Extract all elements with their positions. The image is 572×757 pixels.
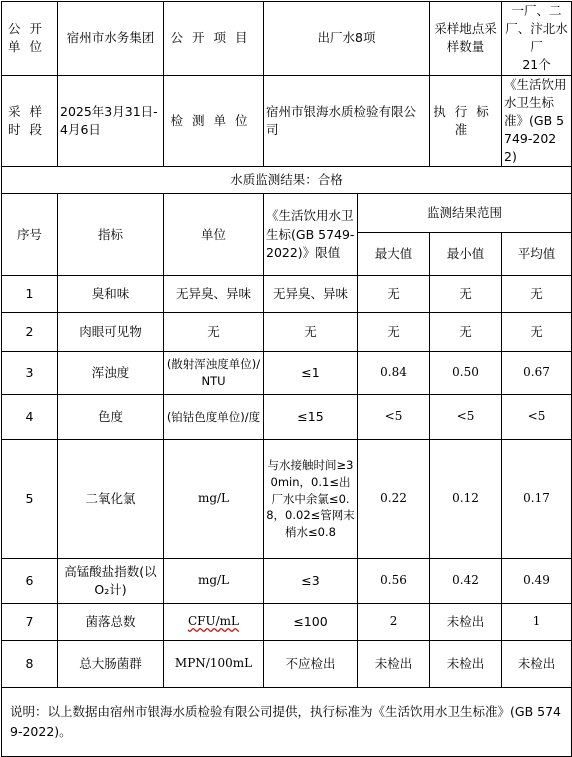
row-limit: ≤1	[264, 352, 358, 395]
row-unit: 无	[164, 313, 264, 352]
row-min: 0.42	[430, 559, 502, 604]
water-quality-report	[1, 1, 571, 740]
row-unit	[164, 604, 264, 641]
row-limit: 无异臭、异味	[264, 276, 358, 313]
label-publishing-unit: 公开单位	[2, 2, 58, 76]
value-sampling-period: 2025年3月31日-4月6日	[58, 75, 164, 167]
label-standard: 执行标准	[430, 75, 502, 167]
header-row-2	[2, 75, 572, 167]
label-sampling-period: 采样时段	[2, 75, 58, 167]
row-no: 2	[2, 313, 58, 352]
col-header-min: 最小值	[430, 233, 502, 276]
row-avg: 无	[502, 313, 572, 352]
row-avg: 1	[502, 604, 572, 641]
row-indicator: 色度	[58, 395, 164, 440]
unit-text: CFU/mL	[187, 614, 239, 629]
row-min: 0.12	[430, 440, 502, 559]
row-avg: 无	[502, 276, 572, 313]
note-text: 说明：以上数据由宿州市银海水质检验有限公司提供，执行标准为《生活饮用水卫生标准》(GB 5749-2022)。	[2, 688, 572, 757]
row-limit: ≤3	[264, 559, 358, 604]
row-avg: 0.67	[502, 352, 572, 395]
row-unit: 无异臭、异味	[164, 276, 264, 313]
row-limit: ≤100	[264, 604, 358, 641]
col-header-unit: 单位	[164, 194, 264, 276]
row-unit: MPN/100mL	[164, 641, 264, 688]
row-no: 6	[2, 559, 58, 604]
table-row	[2, 559, 572, 604]
row-avg: 0.49	[502, 559, 572, 604]
row-no: 1	[2, 276, 58, 313]
row-limit: 无	[264, 313, 358, 352]
row-min: <5	[430, 395, 502, 440]
value-testing-unit: 宿州市银海水质检验有限公司	[264, 75, 430, 167]
row-limit: 与水接触时间≥30min，0.1≤出厂水中余氯≤0.8，0.02≤管网末梢水≤0.8	[264, 440, 358, 559]
row-avg: 未检出	[502, 641, 572, 688]
col-header-avg: 平均值	[502, 233, 572, 276]
row-max: 无	[358, 276, 430, 313]
row-no: 7	[2, 604, 58, 641]
row-avg: 0.17	[502, 440, 572, 559]
row-avg: <5	[502, 395, 572, 440]
row-unit: mg/L	[164, 559, 264, 604]
row-no: 5	[2, 440, 58, 559]
row-max: 未检出	[358, 641, 430, 688]
row-max: 无	[358, 313, 430, 352]
row-indicator: 菌落总数	[58, 604, 164, 641]
sampling-sites: 一厂、二厂、汴北水厂	[505, 3, 568, 55]
col-header-max: 最大值	[358, 233, 430, 276]
row-indicator: 高锰酸盐指数(以O₂计)	[58, 559, 164, 604]
table-row	[2, 352, 572, 395]
table-row	[2, 604, 572, 641]
table-row	[2, 276, 572, 313]
value-publishing-item: 出厂水8项	[264, 2, 430, 76]
row-max: 0.22	[358, 440, 430, 559]
table-row	[2, 641, 572, 688]
value-standard: 《生活饮用水卫生标准》(GB 5749-2022)	[502, 75, 572, 167]
value-sampling-location	[502, 2, 572, 76]
row-no: 4	[2, 395, 58, 440]
row-indicator: 总大肠菌群	[58, 641, 164, 688]
row-limit: 不应检出	[264, 641, 358, 688]
row-max: 2	[358, 604, 430, 641]
row-min: 无	[430, 276, 502, 313]
row-unit: (散射浑浊度单位)/NTU	[164, 352, 264, 395]
row-min: 0.50	[430, 352, 502, 395]
table-row	[2, 395, 572, 440]
label-sampling-location: 采样地点采样数量	[430, 2, 502, 76]
col-header-limit: 《生活饮用水卫生标(GB 5749-2022)》限值	[264, 194, 358, 276]
row-max: 0.56	[358, 559, 430, 604]
row-indicator: 臭和味	[58, 276, 164, 313]
row-min: 未检出	[430, 604, 502, 641]
label-testing-unit: 检测单位	[164, 75, 264, 167]
value-publishing-unit: 宿州市水务集团	[58, 2, 164, 76]
note-row	[2, 688, 572, 757]
table-row	[2, 313, 572, 352]
row-indicator: 肉眼可见物	[58, 313, 164, 352]
row-max: <5	[358, 395, 430, 440]
col-header-range: 监测结果范围	[358, 194, 572, 233]
col-header-no: 序号	[2, 194, 58, 276]
column-header-row-1	[2, 194, 572, 233]
row-limit: ≤15	[264, 395, 358, 440]
row-no: 3	[2, 352, 58, 395]
row-min: 无	[430, 313, 502, 352]
row-max: 0.84	[358, 352, 430, 395]
row-unit: mg/L	[164, 440, 264, 559]
row-indicator: 浑浊度	[58, 352, 164, 395]
col-header-indicator: 指标	[58, 194, 164, 276]
summary-text: 水质监测结果：合格	[2, 167, 572, 194]
table-row	[2, 440, 572, 559]
label-publishing-item: 公开项目	[164, 2, 264, 76]
row-no: 8	[2, 641, 58, 688]
sampling-count: 21个	[522, 57, 551, 73]
row-indicator: 二氧化氯	[58, 440, 164, 559]
row-unit: (铂钴色度单位)/度	[164, 395, 264, 440]
report-table	[1, 1, 572, 757]
summary-row	[2, 167, 572, 194]
row-min: 未检出	[430, 641, 502, 688]
header-row-1	[2, 2, 572, 76]
